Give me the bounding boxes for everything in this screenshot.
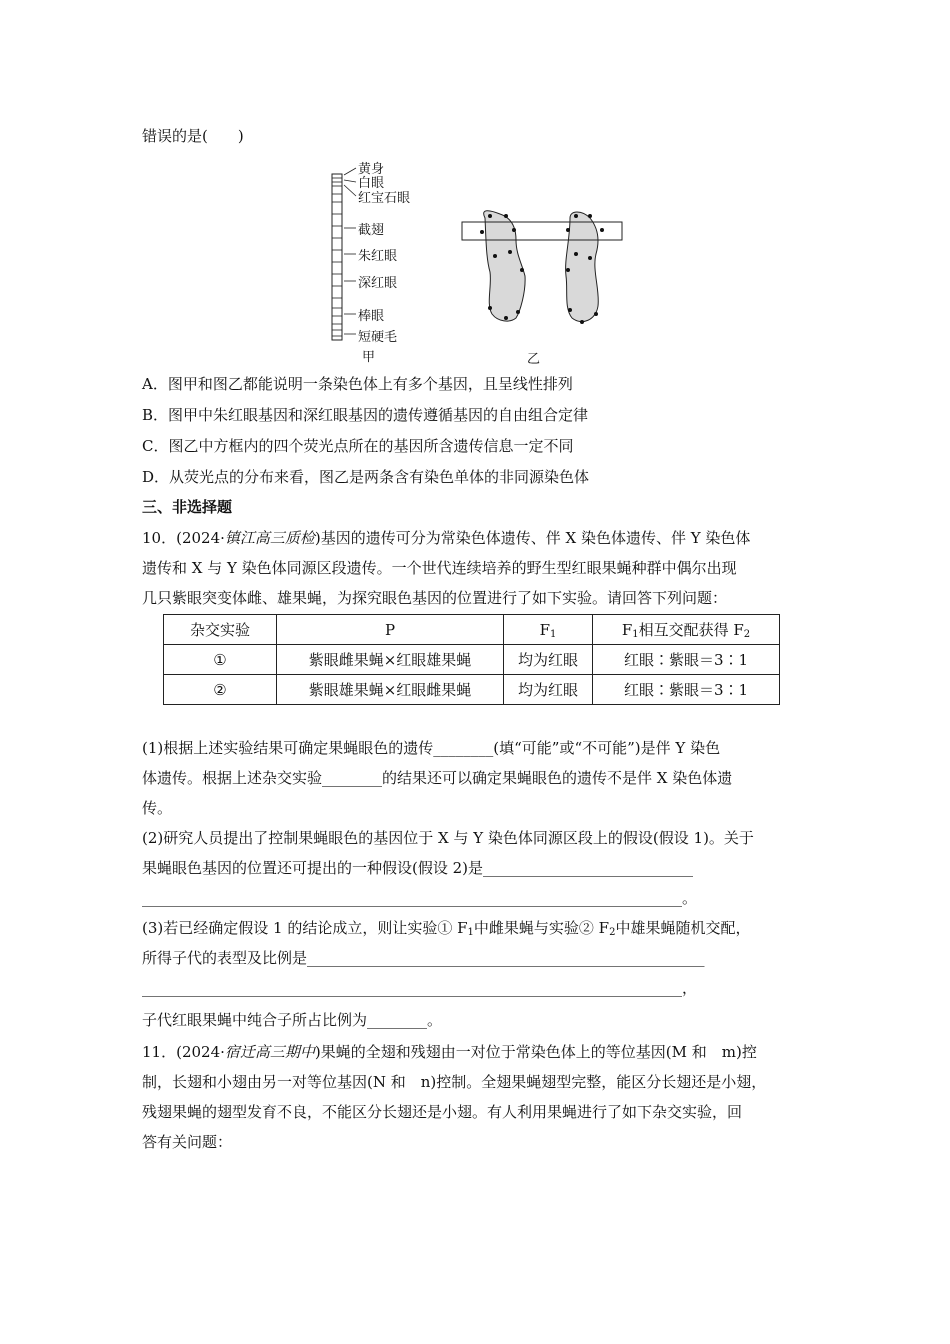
label-hongbaoshiyan: 红宝石眼 — [358, 191, 411, 206]
label-zhuhongyan: 朱红眼 — [358, 249, 398, 264]
label-jiechi: 截翅 — [358, 223, 385, 238]
cell: 红眼∶紫眼＝3∶1 — [593, 675, 780, 705]
cell: ① — [164, 645, 277, 675]
chromosome-yi-left — [484, 211, 525, 321]
q10-part3-line2: 所得子代的表型及比例是_____________________________________________________ — [142, 949, 705, 967]
q10-part3-line1: (3)若已经确定假设 1 的结论成立，则让实验① $F_1$中雌果蝇与实验② $F_2$中雄果蝇随机交配， — [142, 919, 751, 938]
q10-part1-line3: 传。 — [142, 799, 173, 817]
q10-part2-line3: ________________________________________________________________________。 — [142, 889, 698, 907]
q10-source: 镇江高三质检 — [224, 529, 315, 547]
question-stem-end: 错误的是( ) — [142, 127, 244, 145]
caption-jia: 甲 — [362, 350, 376, 365]
section-title: 三、非选择题 — [142, 498, 233, 516]
q10-part1-line2: 体遗传。根据上述杂交实验________的结果还可以确定果蝇眼色的遗传不是伴 X 染色体遗 — [142, 769, 733, 787]
q11-source: 宿迁高三期中 — [224, 1043, 315, 1061]
label-duanyingmao: 短硬毛 — [358, 330, 398, 345]
option-c: C．图乙中方框内的四个荧光点所在的基因所含遗传信息一定不同 — [142, 437, 574, 455]
q10-part1-line1: (1)根据上述实验结果可确定果蝇眼色的遗传________(填“可能”或“不可能”)是伴 Y 染色 — [142, 739, 721, 757]
option-d: D．从荧光点的分布来看，图乙是两条含有染色单体的非同源染色体 — [142, 468, 590, 486]
option-b: B．图甲中朱红眼基因和深红眼基因的遗传遵循基因的自由组合定律 — [142, 406, 589, 424]
label-huangshen: 黄身 — [358, 162, 385, 177]
cell: 均为红眼 — [504, 645, 593, 675]
q10-part2-line1: (2)研究人员提出了控制果蝇眼色的基因位于 X 与 Y 染色体同源区段上的假设(假设 1)。关于 — [142, 829, 754, 847]
q10-line2: 遗传和 X 与 Y 染色体同源区段遗传。一个世代连续培养的野生型红眼果蝇种群中偶尔出现 — [142, 559, 737, 577]
header-cross: 杂交实验 — [164, 615, 277, 645]
cell: 均为红眼 — [504, 675, 593, 705]
chromosome-bar-jia — [332, 174, 342, 340]
header-p: P — [277, 615, 504, 645]
q10-line1-text: )基因的遗传可分为常染色体遗传、伴 X 染色体遗传、伴 Y 染色体 — [314, 529, 751, 547]
q11-number: 11．(2024· — [142, 1043, 225, 1061]
q11-line3: 残翅果蝇的翅型发育不良，不能区分长翅还是小翅。有人利用果蝇进行了如下杂交实验，回 — [142, 1103, 743, 1121]
caption-yi: 乙 — [527, 352, 541, 367]
chromosome-yi-right — [566, 212, 599, 322]
table-row — [164, 645, 780, 675]
table-header-row — [164, 615, 780, 645]
q10-line1 — [142, 528, 750, 548]
q10-number: 10．(2024· — [142, 529, 225, 547]
cell: 紫眼雄果蝇×红眼雌果蝇 — [277, 675, 504, 705]
label-baiyan: 白眼 — [358, 176, 385, 191]
header-f1: $F_1$ — [504, 615, 593, 645]
q10-part3-line3: ________________________________________________________________________， — [142, 979, 698, 997]
label-arrows — [344, 168, 356, 334]
q11-line1-text: )果蝇的全翅和残翅由一对位于常染色体上的等位基因(M 和 m)控 — [314, 1043, 757, 1061]
header-f2: $F_1$相互交配获得 $F_2$ — [593, 615, 780, 645]
experiment-table — [163, 614, 780, 705]
label-bangyan: 棒眼 — [358, 309, 385, 324]
cell: 红眼∶紫眼＝3∶1 — [593, 645, 780, 675]
table-row — [164, 675, 780, 705]
q11-line2: 制，长翅和小翅由另一对等位基因(N 和 n)控制。全翅果蝇翅型完整，能区分长翅还是小翅， — [142, 1073, 767, 1091]
q10-line3: 几只紫眼突变体雌、雄果蝇，为探究眼色基因的位置进行了如下实验。请回答下列问题： — [142, 589, 728, 607]
q10-part3-line4: 子代红眼果蝇中纯合子所占比例为________。 — [142, 1011, 443, 1029]
chromosome-figure — [320, 158, 640, 368]
q11-line4: 答有关问题： — [142, 1133, 233, 1151]
cell: 紫眼雌果蝇×红眼雄果蝇 — [277, 645, 504, 675]
cell: ② — [164, 675, 277, 705]
label-shenhongyan: 深红眼 — [358, 276, 398, 291]
option-a: A．图甲和图乙都能说明一条染色体上有多个基因，且呈线性排列 — [142, 375, 573, 393]
q11-line1 — [142, 1042, 757, 1062]
q10-part2-line2: 果蝇眼色基因的位置还可提出的一种假设(假设 2)是____________________________ — [142, 859, 694, 877]
